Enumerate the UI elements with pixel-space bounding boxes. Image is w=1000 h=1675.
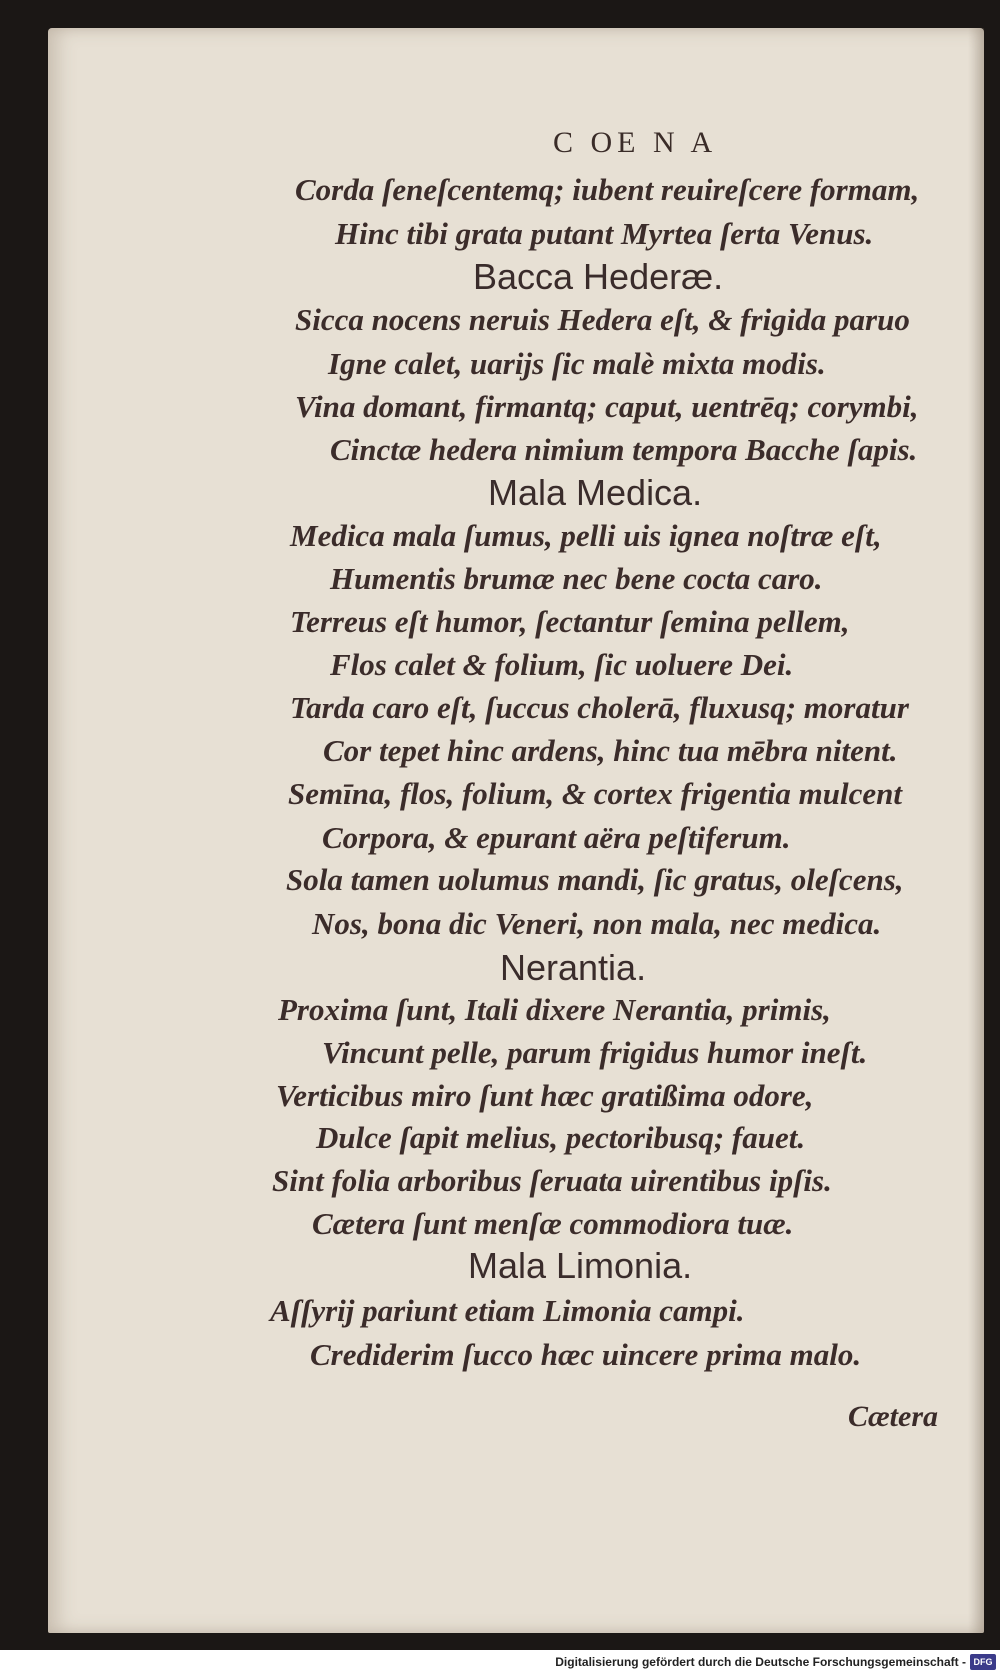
running-head: C OE N A [553,126,718,159]
verse-line: Igne calet, uarijs ſic malè mixta modis. [328,346,826,381]
verse-line: Hinc tibi grata putant Myrtea ſerta Venus. [335,216,874,251]
verse-line: Nos, bona dic Veneri, non mala, nec medica. [312,906,882,941]
verse-line: Cor tepet hinc ardens, hinc tua mēbra nitent. [323,733,898,768]
verse-line: Crediderim ſucco hæc uincere prima malo. [310,1337,862,1372]
verse-line: Medica mala ſumus, pelli uis ignea noſtræ eſt, [290,518,882,553]
verse-line: Proxima ſunt, Itali dixere Nerantia, primis, [278,992,831,1027]
verse-line: Humentis brumæ nec bene cocta caro. [330,561,823,596]
book-page [48,28,984,1633]
verse-line: Flos calet & folium, ſic uoluere Dei. [330,647,794,682]
page-text [48,28,984,1633]
section-heading: Bacca Hederæ. [473,256,724,297]
verse-line: Aſſyrij pariunt etiam Limonia campi. [270,1293,745,1328]
verse-line: Terreus eſt humor, ſectantur ſemina pellem, [290,604,850,639]
digitization-footer [0,1650,1000,1675]
verse-line: Verticibus miro ſunt hæc gratißima odore, [276,1078,814,1113]
verse-line: Sint folia arboribus ſeruata uirentibus ipſis. [272,1163,832,1198]
verse-line: Vina domant, firmantq; caput, uentrēq; corymbi, [295,389,919,424]
verse-line: Vincunt pelle, parum frigidus humor ineſt. [322,1035,868,1070]
verse-line: Cinctæ hedera nimium tempora Bacche ſapis. [330,432,918,467]
verse-line: Sicca nocens neruis Hedera eſt, & frigida paruo [295,302,910,337]
verse-line: Corpora, & epurant aëra peſtiferum. [322,820,791,855]
section-heading: Mala Limonia. [468,1245,693,1286]
funding-credit: Digitalisierung gefördert durch die Deutsche Forschungsgemeinschaft - [555,1655,966,1669]
section-heading: Nerantia. [500,947,647,988]
verse-line: Tarda caro eſt, ſuccus cholerā, fluxusq; moratur [290,690,909,725]
catchword: Cætera [848,1400,938,1433]
verse-line: Semīna, flos, folium, & cortex frigentia mulcent [288,776,902,811]
verse-line: Corda ſeneſcentemq; iubent reuireſcere formam, [295,172,920,207]
dfg-logo-icon: DFG [970,1654,996,1670]
verse-line: Cætera ſunt menſæ commodiora tuæ. [312,1206,794,1241]
verse-line: Sola tamen uolumus mandi, ſic gratus, oleſcens, [286,862,904,897]
verse-line: Dulce ſapit melius, pectoribusq; fauet. [316,1120,806,1155]
section-heading: Mala Medica. [488,472,703,513]
